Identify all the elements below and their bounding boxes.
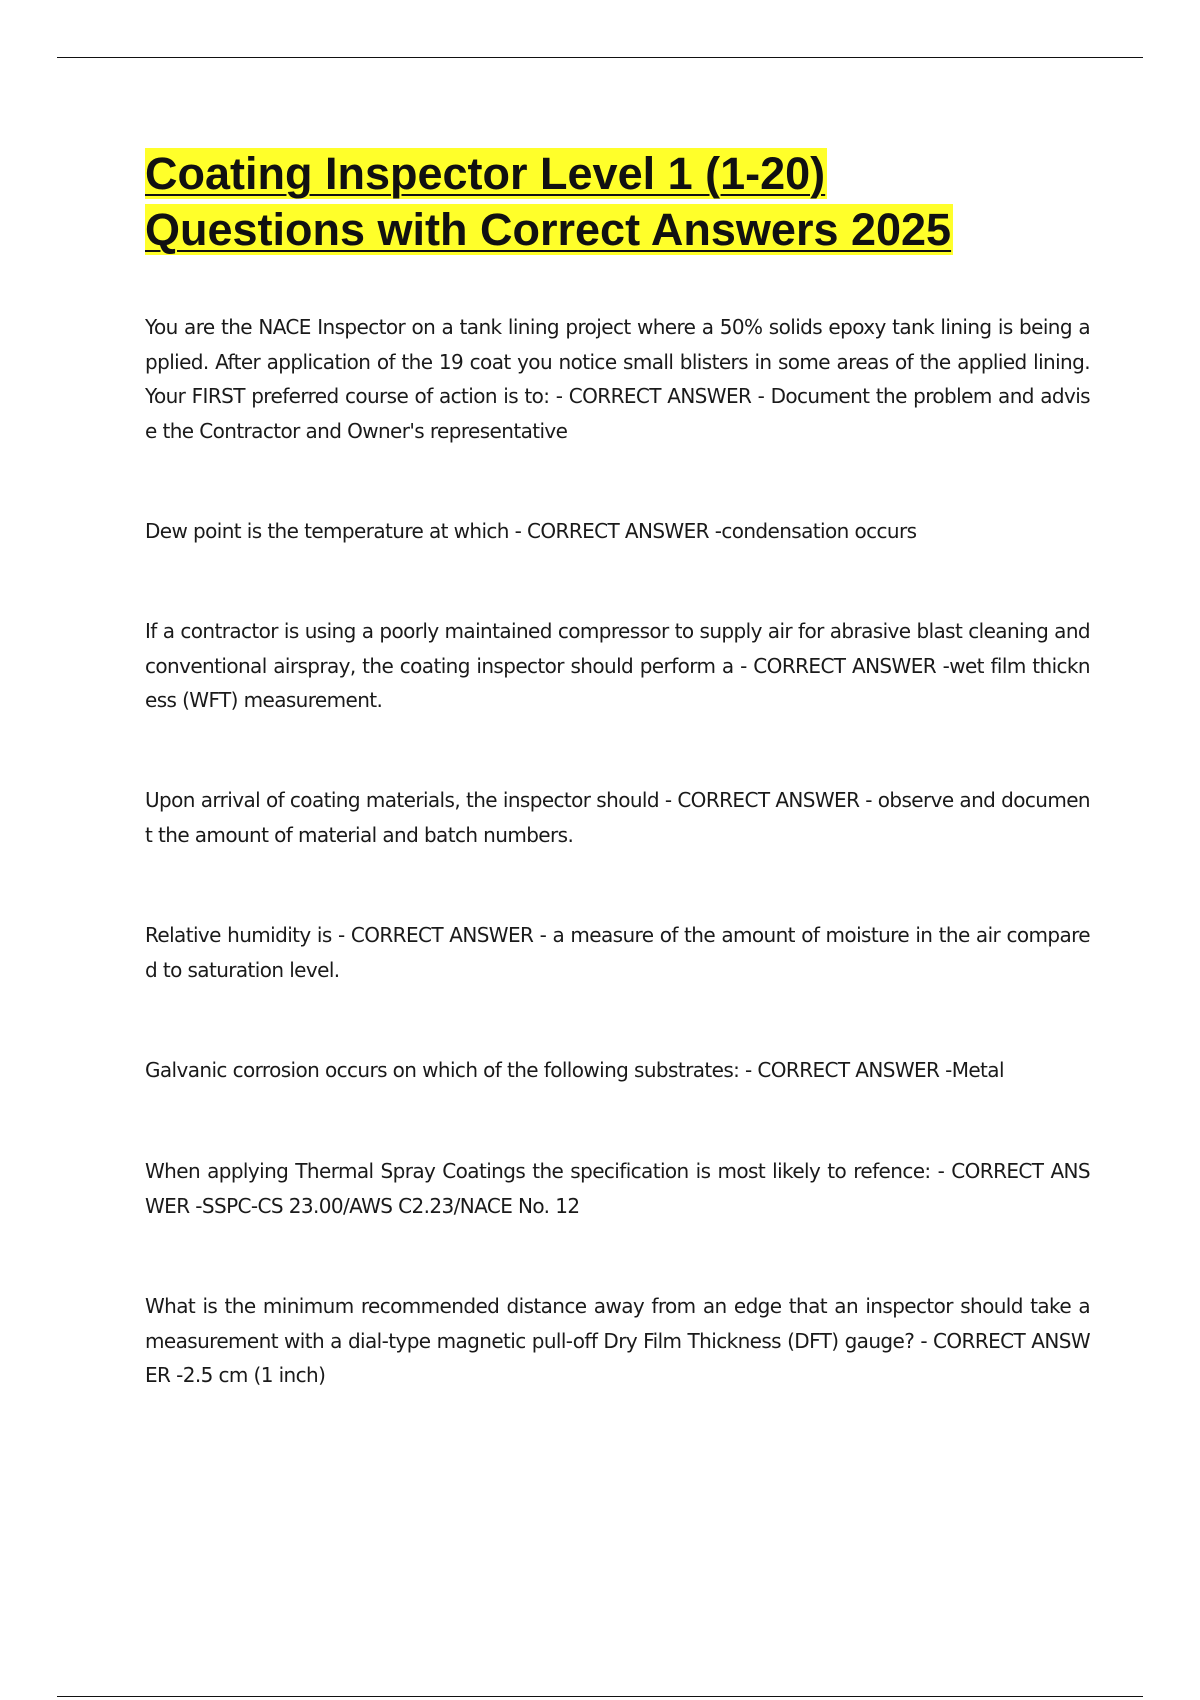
qa-entry: Galvanic corrosion occurs on which of the following substrates: - CORRECT ANSWER -Metal xyxy=(145,1058,1004,1082)
bottom-rule xyxy=(57,1696,1143,1697)
qa-entry: If a contractor is using a poorly maintained compressor to supply air for abrasive blast cleaning and conventional airspray, the coating inspector should perform a - CORRECT ANSWER -wet film thickness (WFT) measurement. xyxy=(145,619,1090,712)
document-title xyxy=(145,146,1085,258)
title-line-1: Coating Inspector Level 1 (1-20) xyxy=(145,148,826,199)
qa-entry: What is the minimum recommended distance away from an edge that an inspector should take a measurement with a dial-type magnetic pull-off Dry Film Thickness (DFT) gauge? - CORRECT ANSWER -2.5 cm (1 inch) xyxy=(145,1294,1090,1387)
top-rule xyxy=(57,57,1143,58)
qa-entry: Upon arrival of coating materials, the inspector should - CORRECT ANSWER - observe and document the amount of material and batch numbers. xyxy=(145,788,1090,847)
qa-entry: Dew point is the temperature at which - CORRECT ANSWER -condensation occurs xyxy=(145,519,917,543)
qa-entry: Relative humidity is - CORRECT ANSWER - a measure of the amount of moisture in the air compared to saturation level. xyxy=(145,923,1090,982)
title-line-2: Questions with Correct Answers 2025 xyxy=(145,204,952,255)
qa-entry: You are the NACE Inspector on a tank lining project where a 50% solids epoxy tank lining is being applied. After application of the 19 coat you notice small blisters in some areas of the applied lining. Your FIRST preferred course of action is to: - CORRECT ANSWER - Document the problem and advise the Contractor and Owner's representative xyxy=(145,315,1090,443)
qa-entry: When applying Thermal Spray Coatings the specification is most likely to refence: - CORRECT ANSWER -SSPC-CS 23.00/AWS C2.23/NACE No. 12 xyxy=(145,1159,1090,1218)
